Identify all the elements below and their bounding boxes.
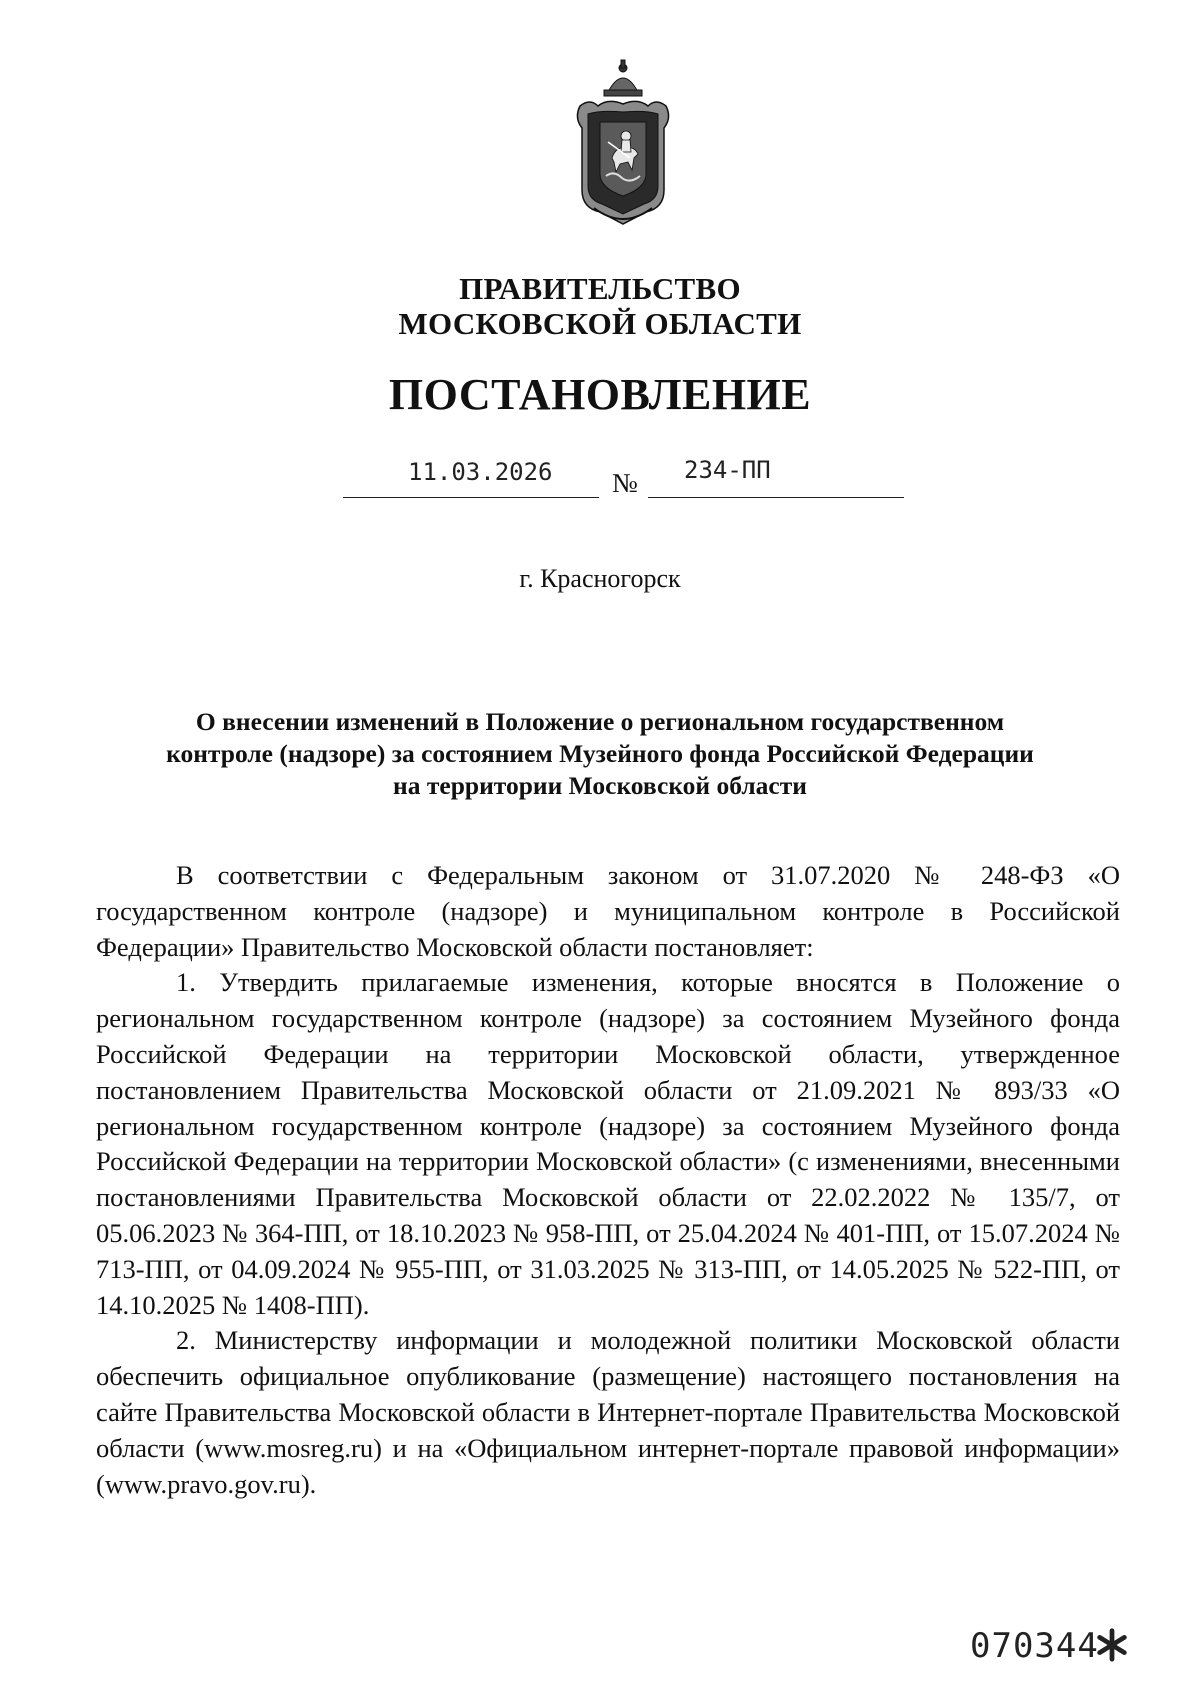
asterisk-icon	[1093, 1626, 1131, 1664]
date-underline	[343, 497, 599, 498]
number-underline	[648, 497, 904, 498]
document-serial-code: 070344	[970, 1626, 1099, 1666]
issuing-city: г. Красногорск	[519, 564, 681, 593]
document-title	[120, 706, 1080, 802]
document-number: 234-ПП	[684, 456, 771, 484]
document-body	[96, 858, 1120, 1502]
coat-of-arms-icon	[568, 58, 678, 228]
document-date: 11.03.2026	[408, 458, 553, 486]
title-line2: контроле (надзоре) за состоянием Музейного фонда Российской Федерации	[166, 739, 1034, 768]
organization-name-line2: МОСКОВСКОЙ ОБЛАСТИ	[398, 306, 802, 341]
title-line3: на территории Московской области	[393, 771, 807, 800]
organization-name-line1: ПРАВИТЕЛЬСТВО	[459, 271, 741, 306]
item-1-paragraph: 1. Утвердить прилагаемые изменения, которые вносятся в Положение о региональном государственном контроле (надзоре) за состоянием Музейного фонда Российской Федерации на территории Московской области, утвержденное постановлением Правительства Московской области от 21.09.2021 № 893/33 «О региональном государственном контроле (надзоре) за состоянием Музейного фонда Российской Федерации на территории Московской области» (с изменениями, внесенными постановлениями Правительства Московской области от 22.02.2022 № 135/7, от 05.06.2023 № 364-ПП, от 18.10.2023 № 958-ПП, от 25.04.2024 № 401-ПП, от 15.07.2024 № 713-ПП, от 04.09.2024 № 955-ПП, от 31.03.2025 № 313-ПП, от 14.05.2025 № 522-ПП, от 14.10.2025 № 1408-ПП).	[96, 967, 1120, 1320]
title-line1: О внесении изменений в Положение о региональном государственном	[195, 707, 1005, 736]
number-sign: №	[612, 468, 638, 498]
preamble-paragraph: В соответствии с Федеральным законом от 31.07.2020 № 248-ФЗ «О государственном контроле (надзоре) и муниципальном контроле в Российской Федерации» Правительство Московской области постановляет:	[96, 860, 1120, 962]
document-type: ПОСТАНОВЛЕНИЕ	[388, 370, 812, 419]
item-2-paragraph: 2. Министерству информации и молодежной политики Московской области обеспечить официальное опубликование (размещение) настоящего постановления на сайте Правительства Московской области в Интернет-портале Правительства Московской области (www.mosreg.ru) и на «Официальном интернет-портале правовой информации» (www.pravo.gov.ru).	[96, 1325, 1120, 1499]
